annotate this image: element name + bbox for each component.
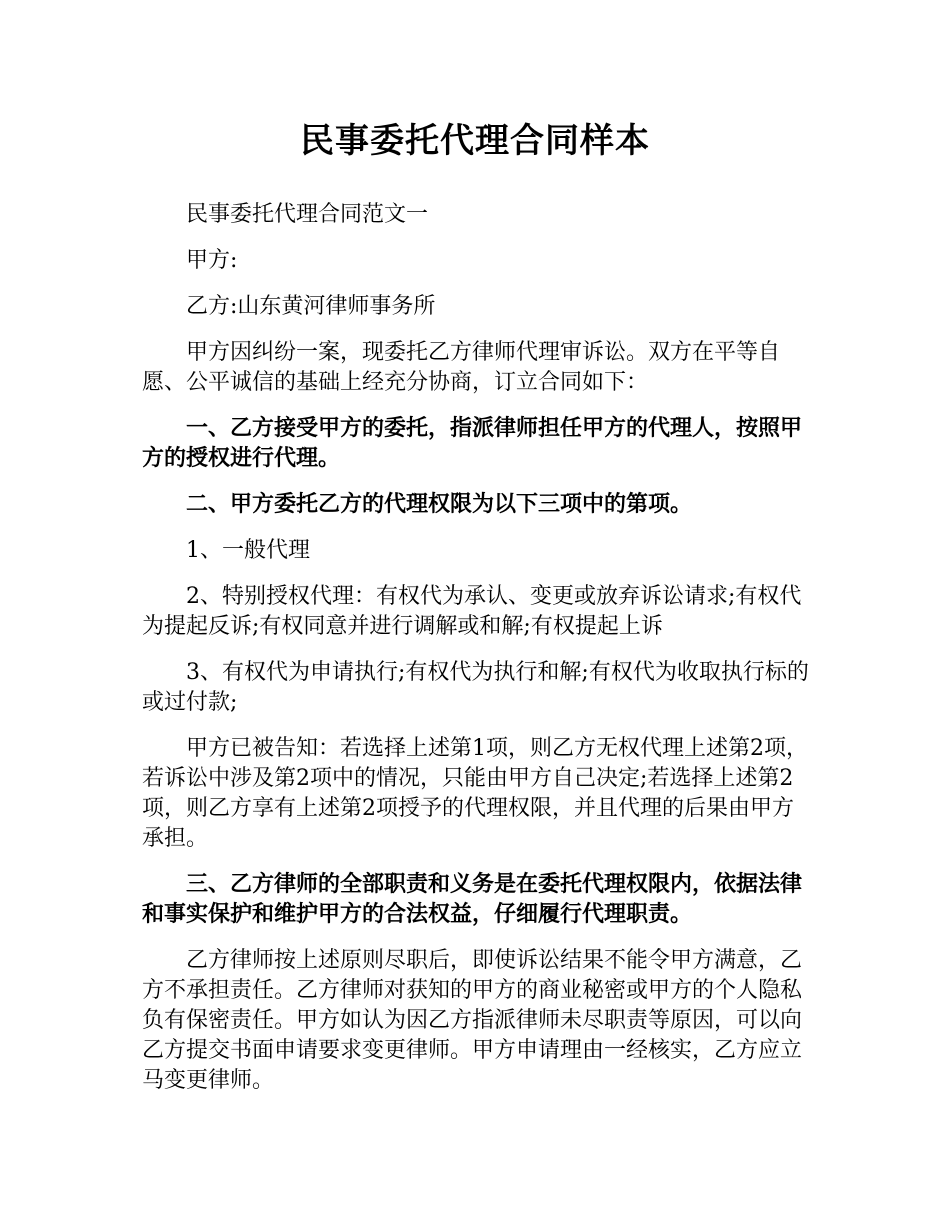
paragraph-notice: 甲方已被告知：若选择上述第1项，则乙方无权代理上述第2项，若诉讼中涉及第2项中的情况，只能由甲方自己决定;若选择上述第2项，则乙方享有上述第2项授予的代理权限，并且代理的后果由甲方承担。 [142, 736, 808, 851]
paragraph-clause-3: 三、乙方律师的全部职责和义务是在委托代理权限内，依据法律和事实保护和维护甲方的合法权益，仔细履行代理职责。 [142, 872, 803, 927]
paragraph-preamble: 甲方因纠纷一案，现委托乙方律师代理审诉讼。双方在平等自愿、公平诚信的基础上经充分协商，订立合同如下： [142, 340, 781, 395]
paragraph-party-a: 甲方: [186, 248, 238, 273]
paragraph-party-b: 乙方:山东黄河律师事务所 [186, 294, 436, 319]
paragraph-clause-2: 二、甲方委托乙方的代理权限为以下三项中的第项。 [186, 492, 693, 517]
paragraph-item-1: 1、一般代理 [186, 538, 310, 563]
paragraph-subtitle: 民事委托代理合同范文一 [186, 202, 429, 227]
document-body [142, 200, 810, 1112]
document-title: 民事委托代理合同样本 [300, 121, 650, 161]
paragraph-item-3: 3、有权代为申请执行;有权代为执行和解;有权代为收取执行标的或过付款; [142, 660, 809, 715]
paragraph-item-2: 2、特别授权代理：有权代为承认、变更或放弃诉讼请求;有权代为提起反诉;有权同意并进行调解或和解;有权提起上诉 [142, 584, 802, 639]
paragraph-duties: 乙方律师按上述原则尽职后，即使诉讼结果不能令甲方满意，乙方不承担责任。乙方律师对获知的甲方的商业秘密或甲方的个人隐私负有保密责任。甲方如认为因乙方指派律师未尽职责等原因，可以向乙方提交书面申请要求变更律师。甲方申请理由一经核实，乙方应立马变更律师。 [142, 948, 803, 1093]
paragraph-clause-1: 一、乙方接受甲方的委托，指派律师担任甲方的代理人，按照甲方的授权进行代理。 [142, 416, 803, 471]
